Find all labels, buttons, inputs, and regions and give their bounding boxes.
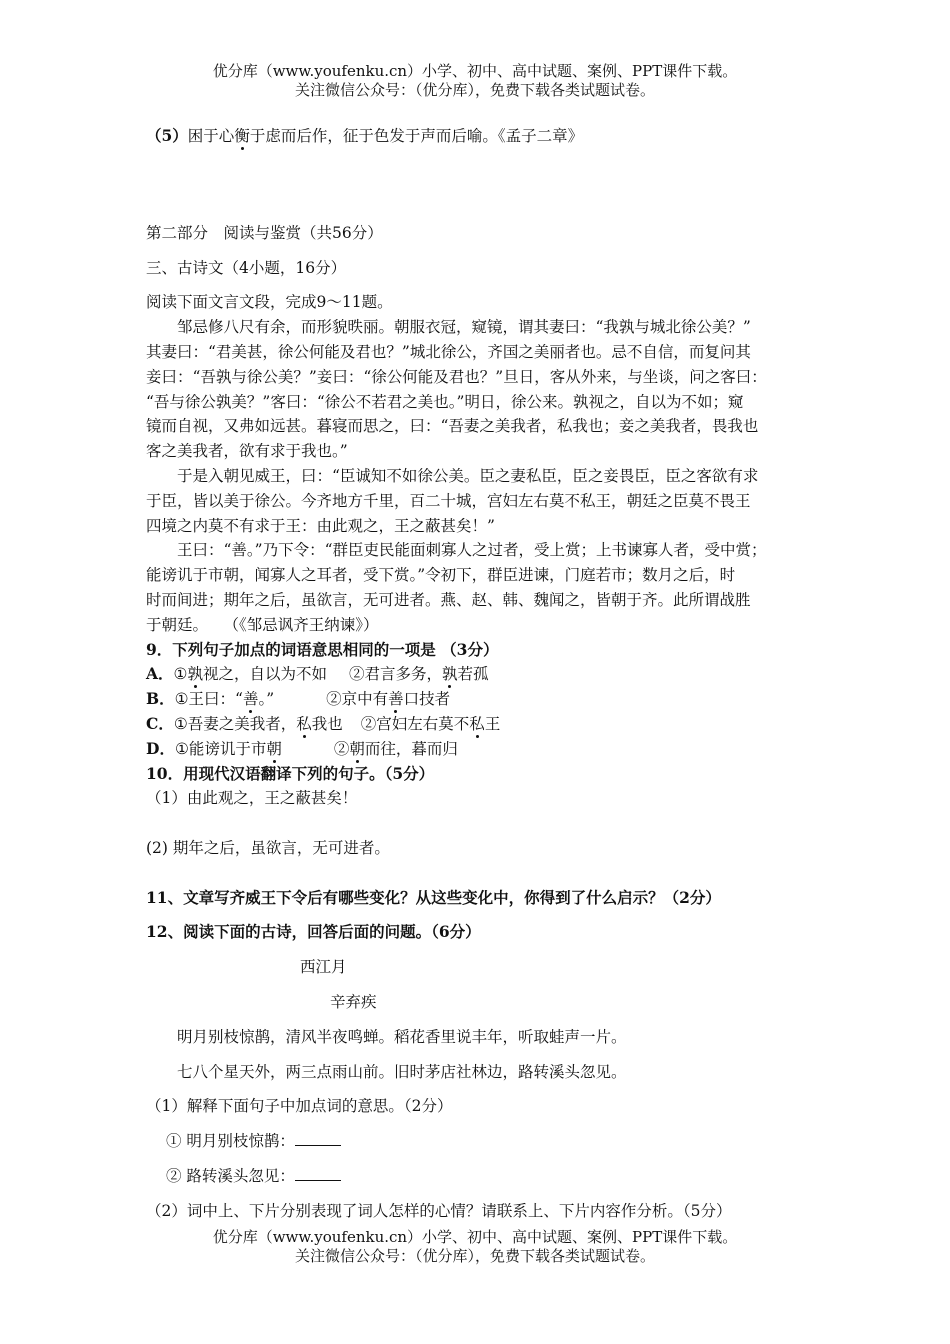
option-text: 若孤	[457, 665, 489, 684]
poem-line-1: 明月别枝惊鹊，清风半夜鸣蝉。稻花香里说丰年，听取蛙声一片。	[177, 1027, 627, 1046]
q10-sentence-2: (2) 期年之后，虽欲言，无可进者。	[146, 838, 390, 857]
spacer	[146, 1084, 826, 1094]
passage-line: 于是入朝见威王，曰：“臣诚知不如徐公美。臣之妻私臣，臣之妾畏臣，臣之客欲有求	[177, 466, 759, 485]
passage-line: 其妻曰：“君美甚，徐公何能及君也？”城北徐公，齐国之美丽者也。忌不自信，而复问其	[146, 342, 751, 361]
exam-content	[146, 124, 826, 1223]
page-footer	[0, 1228, 950, 1266]
passage-line: 妾曰：“吾孰与徐公美？”妾曰：“徐公何能及君也？”旦日，客从外来，与坐谈，问之客曰：	[146, 367, 767, 386]
spacer	[146, 1050, 826, 1060]
passage-line: 镜而自视，又弗如远甚。暮寝而思之，曰：“吾妻之美我者，私我也；妾之美我者，畏我也	[146, 417, 759, 436]
option-letter: D．	[146, 738, 175, 758]
q5-number: （5）	[146, 126, 188, 145]
answer-blank[interactable]	[295, 1131, 341, 1146]
passage-line: “吾与徐公孰美？”客曰：“徐公不若君之美也。”明日，徐公来。孰视之，自以为不如；窥	[146, 392, 744, 411]
spacer	[146, 945, 826, 955]
header-line-2: 关注微信公众号：（优分库），免费下载各类试题试卷。	[294, 81, 655, 99]
passage-line: 能谤讥于市朝，闻寡人之耳者，受下赏。”令初下，群臣进谏，门庭若市；数月之后，时	[146, 566, 736, 585]
option-letter: C．	[146, 713, 174, 733]
q10-stem: 10．用现代汉语翻译下列的句子。（5分）	[146, 763, 435, 783]
answer-blank[interactable]	[295, 1166, 341, 1181]
dotted-word: 朝	[349, 739, 365, 758]
q5-post: 于虑而后作，征于色发于声而后喻。《孟子二章》	[249, 127, 584, 145]
footer-line-2: 关注微信公众号：（优分库），免费下载各类试题试卷。	[294, 1247, 655, 1265]
option-letter: B．	[146, 689, 175, 709]
q9-option-c	[146, 712, 826, 737]
question-5	[146, 124, 826, 149]
passage-line: 客之美我者，欲有求于我也。”	[146, 442, 348, 461]
spacer	[146, 980, 826, 990]
option-text: 视之，自以为不如	[202, 665, 327, 684]
dotted-word: 善	[242, 690, 259, 709]
q12-sub1: （1）解释下面句子中加点词的意思。（2分）	[146, 1097, 453, 1116]
q11-stem: 11、文章写齐威王下令后有哪些变化？从这些变化中，你得到了什么启示？（2分）	[146, 887, 721, 907]
spacer	[146, 280, 826, 290]
item-text: ② 路转溪头忽见：	[166, 1166, 295, 1185]
q9-option-a	[146, 662, 826, 687]
option-text: 王	[484, 714, 501, 733]
spacer	[146, 1154, 826, 1164]
option-text: 而往，暮而归	[364, 739, 458, 758]
dotted-word: 孰	[187, 665, 203, 684]
q5-pre: 困于心	[187, 127, 235, 145]
option-text: ①能谤讥于市	[174, 739, 267, 758]
passage-line: 时而间进；期年之后，虽欲言，无可进者。燕、赵、韩、魏闻之，皆朝于齐。此所谓战胜	[146, 590, 751, 609]
spacer	[146, 910, 826, 920]
footer-line-1: 优分库（www.youfenku.cn）小学、初中、高中试题、案例、PPT课件下载。	[212, 1228, 738, 1246]
option-text: ②	[333, 739, 350, 758]
option-letter: A．	[146, 664, 174, 684]
q10-sentence-1: （1）由此观之，王之蔽甚矣！	[146, 789, 358, 808]
passage-line: 四境之内莫不有求于王：由此观之，王之蔽甚矣！”	[146, 516, 495, 535]
reading-intro: 阅读下面文言文段，完成9～11题。	[146, 293, 393, 312]
poem-line-2: 七八个星天外，两三点雨山前。旧时茅店社林边，路转溪头忽见。	[177, 1062, 627, 1081]
option-text: ①	[173, 665, 188, 684]
spacer	[146, 246, 826, 256]
q9-stem: 9．下列句子加点的词语意思相同的一项是 （3分）	[146, 639, 499, 659]
dotted-word: 私	[296, 714, 312, 733]
item-text: ① 明月别枝惊鹊：	[166, 1132, 295, 1151]
q9-option-b	[146, 687, 826, 712]
q12-item-2	[146, 1164, 826, 1189]
q9-options	[146, 662, 826, 761]
option-text: 我也	[311, 714, 343, 733]
passage-line: 邹忌修八尺有余，而形貌昳丽。朝服衣冠，窥镜，谓其妻曰：“我孰与城北徐公美？”	[177, 318, 751, 337]
option-text: 。”	[258, 690, 275, 709]
spacer	[146, 149, 826, 197]
option-text: ①王曰：“	[174, 690, 243, 709]
page-header	[0, 62, 950, 100]
option-text: ②京中有	[326, 690, 389, 709]
option-text: ②宫妇左右莫不	[360, 714, 470, 733]
q9-option-d	[146, 737, 826, 762]
header-line-1: 优分库（www.youfenku.cn）小学、初中、高中试题、案例、PPT课件下载。	[212, 62, 738, 80]
option-text: ①吾妻之美我者，	[173, 714, 297, 733]
dotted-word: 朝	[266, 739, 282, 758]
passage-line: 王曰：“善。”乃下令：“群臣吏民能面刺寡人之过者，受上赏；上书谏寡人者，受中赏；	[177, 541, 767, 560]
dotted-word: 孰	[441, 665, 458, 684]
spacer	[146, 861, 826, 886]
q12-item-1	[146, 1129, 826, 1154]
passage-line: 于朝廷。 （《邹忌讽齐王纳谏》）	[146, 615, 379, 634]
q12-sub2: （2）词中上、下片分别表现了词人怎样的心情？请联系上、下片内容作分析。（5分）	[146, 1201, 732, 1220]
spacer	[146, 1015, 826, 1025]
classical-passage	[146, 315, 826, 637]
dotted-word: 善	[388, 690, 404, 709]
section3-heading: 三、古诗文（4小题，16分）	[146, 258, 347, 277]
q12-stem: 12、阅读下面的古诗，回答后面的问题。（6分）	[146, 922, 481, 942]
spacer	[146, 1119, 826, 1129]
part2-heading: 第二部分 阅读与鉴赏（共56分）	[146, 223, 383, 242]
poem-title: 西江月	[300, 958, 347, 977]
poem-author: 辛弃疾	[330, 992, 377, 1011]
option-text: 口技者	[403, 690, 451, 709]
dotted-word: 私	[469, 714, 485, 733]
spacer	[146, 811, 826, 836]
option-text: ②君言多务，	[348, 665, 442, 684]
spacer	[146, 1189, 826, 1199]
passage-line: 于臣，皆以美于徐公。今齐地方千里，百二十城，宫妇左右莫不私王，朝廷之臣莫不畏王	[146, 491, 751, 510]
q5-dotted-word: 衡	[234, 127, 250, 145]
